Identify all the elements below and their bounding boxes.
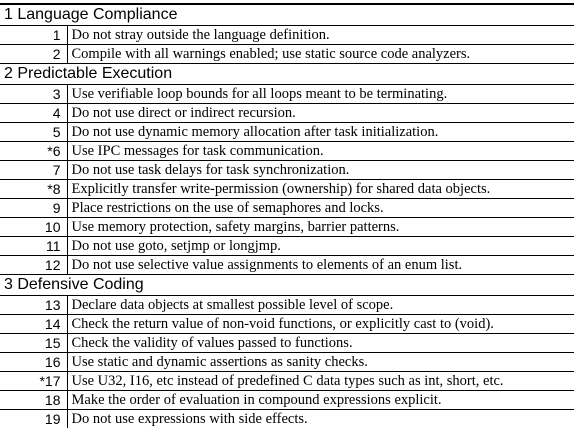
rule-text: Explicitly transfer write-permission (ownership) for shared data objects. — [67, 180, 574, 199]
rule-text: Check the validity of values passed to functions. — [67, 334, 574, 353]
rule-text: Use static and dynamic assertions as sanity checks. — [67, 353, 574, 372]
rule-row — [0, 410, 574, 429]
rule-row — [0, 315, 574, 334]
rule-text: Use memory protection, safety margins, barrier patterns. — [67, 218, 574, 237]
rule-number: 13 — [0, 296, 67, 315]
rule-text: Use U32, I16, etc instead of predefined C data types such as int, short, etc. — [67, 372, 574, 391]
rule-text: Use verifiable loop bounds for all loops meant to be terminating. — [67, 85, 574, 104]
rule-text: Do not use expressions with side effects. — [71, 411, 308, 427]
rule-row — [0, 391, 574, 410]
rule-number: 10 — [0, 218, 67, 237]
rule-row — [0, 26, 574, 45]
rule-row — [0, 123, 574, 142]
rule-number: 11 — [0, 237, 67, 256]
rule-text: Make the order of evaluation in compound expressions explicit. — [67, 391, 574, 410]
rule-text: Place restrictions on the use of semaphores and locks. — [67, 199, 574, 218]
coding-rules-table — [0, 4, 574, 428]
rule-number: 3 — [0, 85, 67, 104]
rule-number: 12 — [0, 256, 67, 275]
rule-row — [0, 104, 574, 123]
rule-row — [0, 45, 574, 64]
rule-row — [0, 334, 574, 353]
rule-row — [0, 237, 574, 256]
rule-row — [0, 372, 574, 391]
rule-number: *6 — [0, 142, 67, 161]
section-header-row — [0, 5, 574, 26]
rule-number: 5 — [0, 123, 67, 142]
rule-number: 7 — [0, 161, 67, 180]
rule-row — [0, 142, 574, 161]
rule-text: Do not use selective value assignments to elements of an enum list. — [67, 256, 574, 275]
rules-table-body — [0, 5, 574, 429]
rule-number: 14 — [0, 315, 67, 334]
rule-number: *8 — [0, 180, 67, 199]
rule-number: 9 — [0, 199, 67, 218]
rule-number: 4 — [0, 104, 67, 123]
rule-row — [0, 353, 574, 372]
rule-text: Check the return value of non-void functions, or explicitly cast to (void). — [67, 315, 574, 334]
rule-text: Do not stray outside the language definition. — [67, 26, 574, 45]
rule-text: Do not use dynamic memory allocation after task initialization. — [67, 123, 574, 142]
rule-text: Use IPC messages for task communication. — [67, 142, 574, 161]
section-header-row — [0, 64, 574, 85]
rule-row — [0, 161, 574, 180]
rule-row — [0, 218, 574, 237]
section-title: 1 Language Compliance — [0, 5, 574, 26]
rule-number: 15 — [0, 334, 67, 353]
rule-row — [0, 256, 574, 275]
section-title: 3 Defensive Coding — [0, 275, 574, 296]
rule-number: 16 — [0, 353, 67, 372]
rule-number: *17 — [0, 372, 67, 391]
rule-text: Do not use goto, setjmp or longjmp. — [67, 237, 574, 256]
rule-row — [0, 180, 574, 199]
rule-row — [0, 199, 574, 218]
rule-number: 1 — [0, 26, 67, 45]
rule-row — [0, 85, 574, 104]
section-title: 2 Predictable Execution — [0, 64, 574, 85]
rule-number: 19 — [0, 410, 67, 429]
rule-text: Do not use direct or indirect recursion. — [67, 104, 574, 123]
rule-text: Declare data objects at smallest possible level of scope. — [67, 296, 574, 315]
section-header-row — [0, 275, 574, 296]
rule-number: 2 — [0, 45, 67, 64]
rule-row — [0, 296, 574, 315]
rule-number: 18 — [0, 391, 67, 410]
rule-text: Do not use task delays for task synchronization. — [67, 161, 574, 180]
rule-text: Compile with all warnings enabled; use static source code analyzers. — [67, 45, 574, 64]
